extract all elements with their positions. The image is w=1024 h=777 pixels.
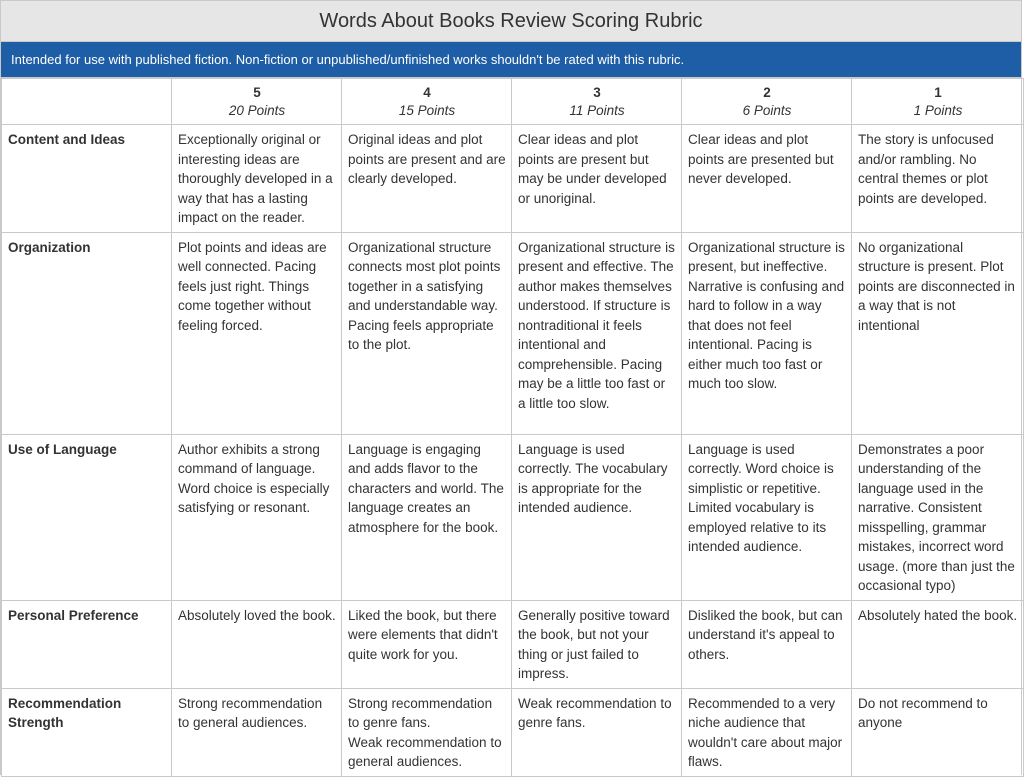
score-points: 20 Points — [228, 103, 286, 118]
score-points: 11 Points — [569, 103, 625, 118]
rubric-cell: Clear ideas and plot points are presented but never developed. — [682, 125, 852, 233]
usage-notice-banner: Intended for use with published fiction. Non-fiction or unpublished/unfinished works shouldn't be rated with this rubric. — [1, 42, 1021, 78]
rubric-cell: Absolutely loved the book. — [172, 600, 342, 688]
rubric-cell: Clear ideas and plot points are present but may be under developed or unoriginal. — [512, 125, 682, 233]
score-number: 3 — [593, 85, 601, 100]
rubric-cell: Organizational structure is present and effective. The author makes themselves understood. If structure is nontraditional it feels intentional and comprehensible. Pacing may be a little too fast or a little too slow. — [512, 232, 682, 434]
row-label: Use of Language — [2, 434, 172, 600]
rubric-cell: No organizational structure is present. Plot points are disconnected in a way that is not intentional — [852, 232, 1024, 434]
rubric-cell: Weak recommendation to genre fans. — [512, 688, 682, 776]
score-header-row — [2, 79, 1024, 125]
corner-cell — [2, 79, 172, 125]
rubric-cell — [342, 688, 512, 776]
cell-line: Weak recommendation to general audiences. — [348, 734, 502, 769]
row-label: Content and Ideas — [2, 125, 172, 233]
rubric-cell: Strong recommendation to general audiences. — [172, 688, 342, 776]
score-number: 4 — [423, 85, 431, 100]
score-points: 1 Points — [913, 103, 963, 118]
rubric-title: Words About Books Review Scoring Rubric — [1, 0, 1021, 42]
rubric-cell: Original ideas and plot points are present and are clearly developed. — [342, 125, 512, 233]
row-label: Organization — [2, 232, 172, 434]
rubric-row-content-and-ideas — [2, 125, 1024, 233]
rubric-cell: Generally positive toward the book, but not your thing or just failed to impress. — [512, 600, 682, 688]
rubric-cell: The story is unfocused and/or rambling. No central themes or plot points are developed. — [852, 125, 1024, 233]
rubric-table — [1, 78, 1024, 777]
rubric-cell: Language is engaging and adds flavor to the characters and world. The language creates an atmosphere for the book. — [342, 434, 512, 600]
score-number: 1 — [934, 85, 942, 100]
rubric-cell: Disliked the book, but can understand it's appeal to others. — [682, 600, 852, 688]
rubric-cell: Recommended to a very niche audience that wouldn't care about major flaws. — [682, 688, 852, 776]
rubric-cell: Organizational structure connects most plot points together in a satisfying and understandable way. Pacing feels appropriate to the plot. — [342, 232, 512, 434]
rubric-cell: Plot points and ideas are well connected. Pacing feels just right. Things come together without feeling forced. — [172, 232, 342, 434]
score-number: 5 — [253, 85, 261, 100]
rubric-cell: Exceptionally original or interesting ideas are thoroughly developed in a way that has a lasting impact on the reader. — [172, 125, 342, 233]
score-header-2 — [682, 79, 852, 125]
score-header-5 — [172, 79, 342, 125]
rubric-row-recommendation-strength — [2, 688, 1024, 776]
rubric-row-use-of-language — [2, 434, 1024, 600]
score-header-1 — [852, 79, 1024, 125]
score-points: 15 Points — [398, 103, 456, 118]
rubric-cell: Do not recommend to anyone — [852, 688, 1024, 776]
rubric-row-organization — [2, 232, 1024, 434]
rubric-cell: Organizational structure is present, but ineffective. Narrative is confusing and hard to follow in a way that does not feel intentional. Pacing is either much too fast or much too slow. — [682, 232, 852, 434]
score-header-4 — [342, 79, 512, 125]
rubric-cell: Language is used correctly. Word choice is simplistic or repetitive. Limited vocabulary is employed relative to its intended audience. — [682, 434, 852, 600]
rubric-row-personal-preference — [2, 600, 1024, 688]
score-number: 2 — [763, 85, 771, 100]
rubric-cell: Absolutely hated the book. — [852, 600, 1024, 688]
cell-line: Strong recommendation to genre fans. — [348, 695, 493, 730]
score-header-3 — [512, 79, 682, 125]
rubric-cell: Author exhibits a strong command of language. Word choice is especially satisfying or resonant. — [172, 434, 342, 600]
rubric-cell: Liked the book, but there were elements that didn't quite work for you. — [342, 600, 512, 688]
rubric-cell: Demonstrates a poor understanding of the language used in the narrative. Consistent misspelling, grammar mistakes, incorrect word usage. (more than just the occasional typo) — [852, 434, 1024, 600]
rubric-cell: Language is used correctly. The vocabulary is appropriate for the intended audience. — [512, 434, 682, 600]
row-label: Recommendation Strength — [2, 688, 172, 776]
score-points: 6 Points — [742, 103, 792, 118]
row-label: Personal Preference — [2, 600, 172, 688]
